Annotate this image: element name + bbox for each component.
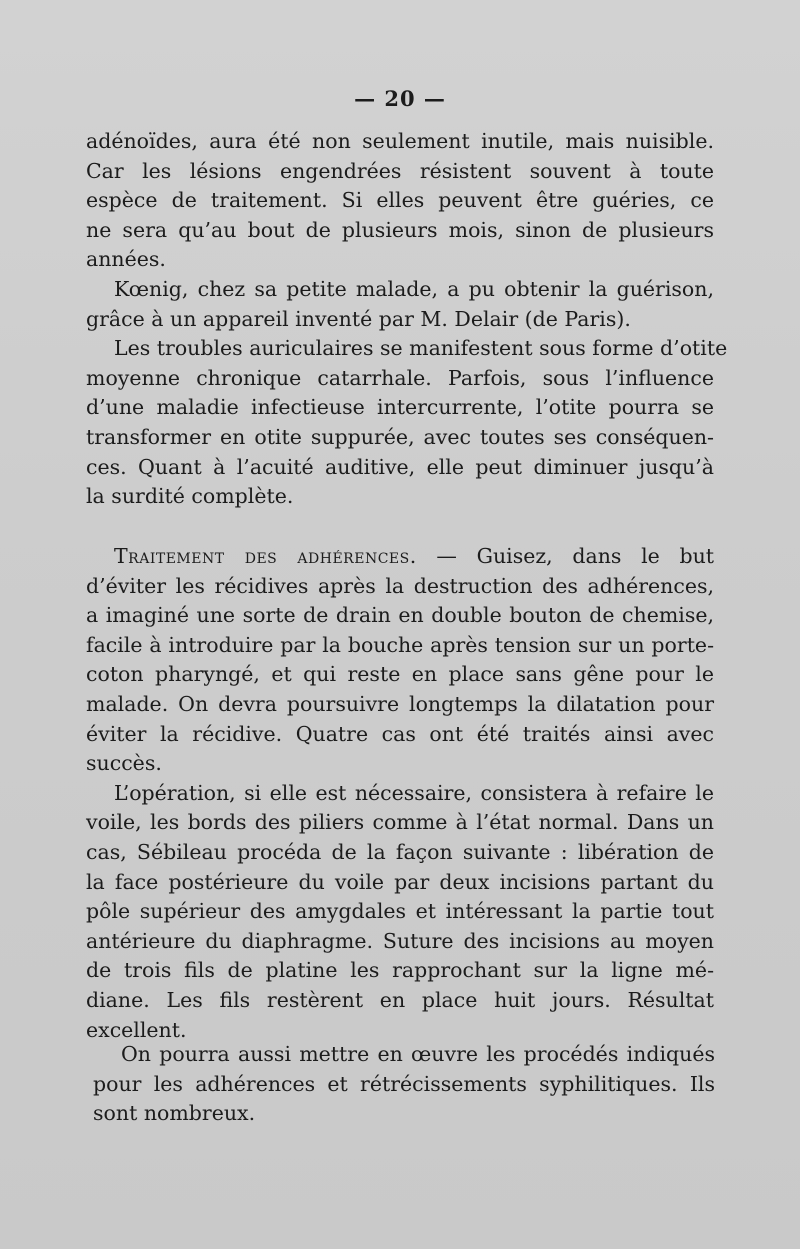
text-line: Les troubles auriculaires se manifestent sous forme d’otite — [114, 336, 728, 361]
text-line: antérieure du diaphragme. Suture des incisions au moyen — [86, 928, 714, 953]
text-line: adénoïdes, aura été non seulement inutile, mais nuisible. — [86, 129, 714, 153]
text-line: voile, les bords des piliers comme à l’état normal. Dans un — [86, 810, 714, 835]
text-line: pôle supérieur des amygdales et intéressant la partie tout — [86, 899, 714, 924]
text-line: moyenne chronique catarrhale. Parfois, sous l’influence — [86, 365, 714, 390]
text-line: de trois fils de platine les rapprochant sur la ligne mé- — [86, 958, 714, 983]
text-line: cas, Sébileau procéda de la façon suivante : libération de — [86, 839, 714, 864]
section-heading-line — [86, 542, 714, 572]
text-line: diane. Les fils restèrent en place huit jours. Résultat — [86, 987, 714, 1012]
text-line: éviter la récidive. Quatre cas ont été traités ainsi avec — [86, 721, 714, 746]
text-line: la face postérieure du voile par deux incisions partant du — [86, 869, 714, 894]
text-line: L’opération, si elle est nécessaire, consistera à refaire le — [114, 780, 714, 805]
text-line: a imaginé une sorte de drain en double bouton de chemise, — [86, 603, 714, 628]
text-line: ne sera qu’au bout de plusieurs mois, sinon de plusieurs — [86, 217, 714, 242]
text-line: grâce à un appareil inventé par M. Delair (de Paris). — [86, 306, 631, 331]
text-line: d’éviter les récidives après la destruction des adhérences, — [86, 573, 714, 598]
text-section-3 — [93, 1040, 715, 1129]
text-line: espèce de traitement. Si elles peuvent être guéries, ce — [86, 188, 714, 213]
text-line: malade. On devra poursuivre longtemps la dilatation pour — [86, 691, 714, 716]
text-section-1 — [86, 127, 728, 512]
text-line: succès. — [86, 751, 162, 776]
section-heading: Traitement des adhérences. — [114, 544, 417, 568]
text-line: transformer en otite suppurée, avec toutes ses conséquen- — [86, 424, 714, 449]
text-section-2 — [86, 542, 714, 1045]
heading-continuation: — Guisez, dans le but — [416, 544, 715, 568]
text-line: facile à introduire par la bouche après tension sur un porte- — [86, 632, 714, 657]
text-line: Kœnig, chez sa petite malade, a pu obtenir la guérison, — [114, 276, 714, 301]
text-line: excellent. — [86, 1017, 187, 1042]
text-line: la surdité complète. — [86, 484, 294, 509]
text-line: coton pharyngé, et qui reste en place sans gêne pour le — [86, 662, 714, 687]
text-line: d’une maladie infectieuse intercurrente, l’otite pourra se — [86, 395, 714, 420]
text-line: sont nombreux. — [93, 1101, 256, 1126]
text-line: années. — [86, 247, 166, 272]
text-line: Car les lésions engendrées résistent souvent à toute — [86, 158, 714, 183]
text-line: ces. Quant à l’acuité auditive, elle peut diminuer jusqu’à — [86, 454, 714, 479]
page-number: — 20 — — [354, 86, 446, 111]
text-line: pour les adhérences et rétrécissements syphilitiques. Ils — [93, 1071, 715, 1096]
text-line: On pourra aussi mettre en œuvre les procédés indiqués — [121, 1042, 715, 1066]
